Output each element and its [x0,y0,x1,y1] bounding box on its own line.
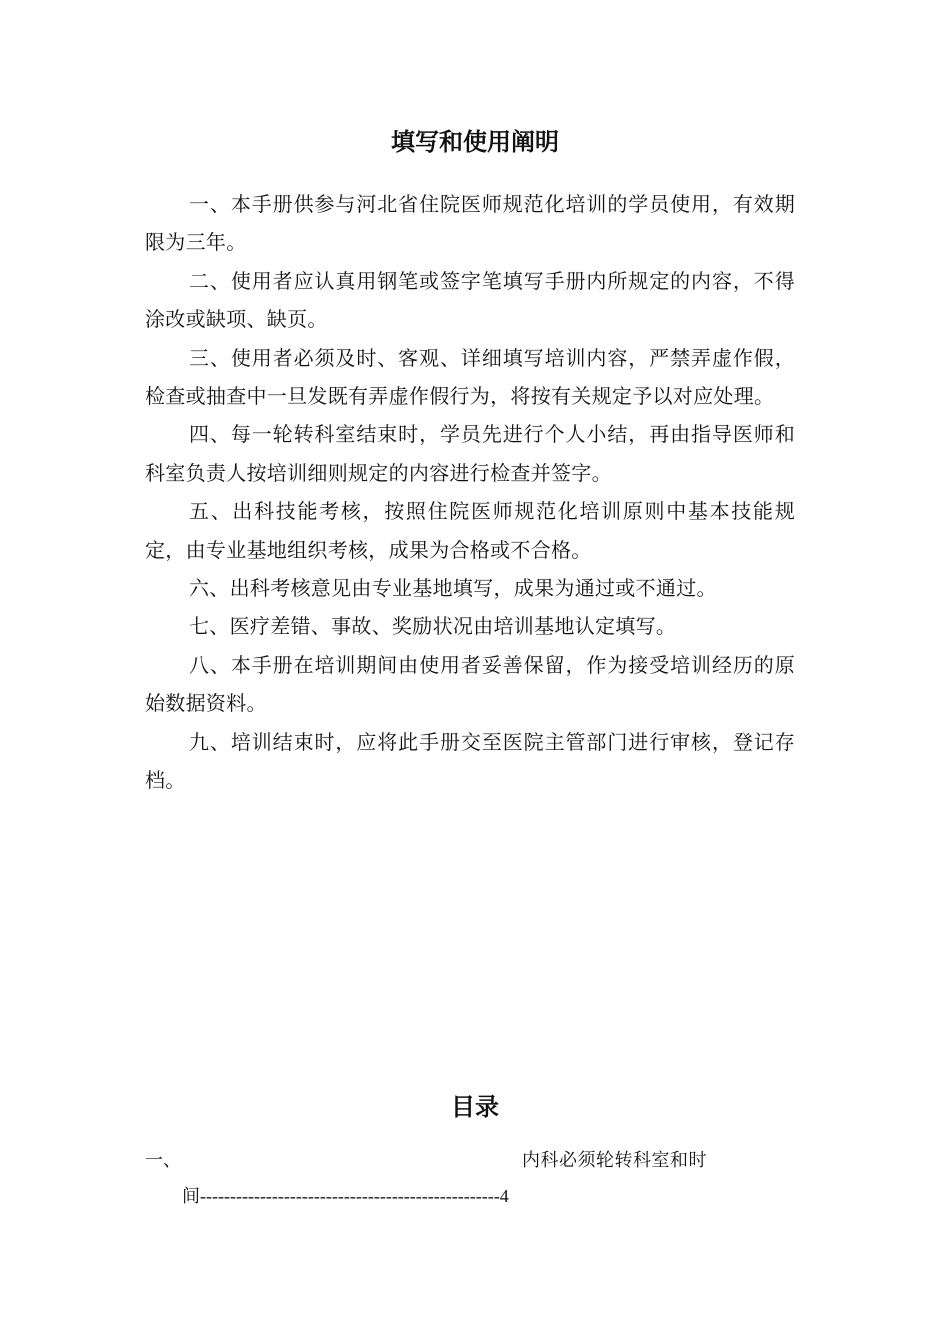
instruction-item-9: 九、培训结束时，应将此手册交至医院主管部门进行审核，登记存档。 [145,729,795,793]
toc-entry-1-continuation[interactable] [145,1176,795,1212]
instruction-item-5: 五、出科技能考核，按照住院医师规范化培训原则中基本技能规定，由专业基地组织考核，成果为合格或不合格。 [145,499,795,562]
toc-title: 目录 [451,1093,499,1121]
table-of-contents [145,1140,795,1212]
instruction-item-4: 四、每一轮转科室结束时，学员先进行个人小结，再由指导医师和科室负责人按培训细则规定的内容进行检查并签字。 [145,422,795,485]
instruction-item-8: 八、本手册在培训期间由使用者妥善保留，作为接受培训经历的原始数据资料。 [145,652,795,716]
instruction-item-7: 七、医疗差错、事故、奖励状况由培训基地认定填写。 [189,614,677,639]
instruction-item-6: 六、出科考核意见由专业基地填写，成果为通过或不通过。 [189,576,717,601]
instruction-item-2: 二、使用者应认真用钢笔或签字笔填写手册内所规定的内容，不得涂改或缺项、缺页。 [145,268,795,332]
toc-entry-page-number: 4 [499,1186,509,1206]
instructions-list [145,185,795,800]
toc-entry-1[interactable] [145,1140,795,1176]
instruction-item-3: 三、使用者必须及时、客观、详细填写培训内容，严禁弄虚作假，检查或抽查中一旦发既有弄虚作假行为，将按有关规定予以对应处理。 [145,345,795,409]
document-title: 填写和使用阐明 [391,128,559,156]
toc-entry-continuation-line [182,1182,509,1208]
toc-entry-leader: -------------------------------------------------- [200,1186,500,1206]
toc-entry-text: 内科必须轮转科室和时 [522,1150,707,1171]
toc-entry-number: 一、 [145,1150,181,1171]
instruction-item-1: 一、本手册供参与河北省住院医师规范化培训的学员使用，有效期限为三年。 [145,192,795,255]
toc-entry-continuation-text: 间 [182,1186,200,1206]
